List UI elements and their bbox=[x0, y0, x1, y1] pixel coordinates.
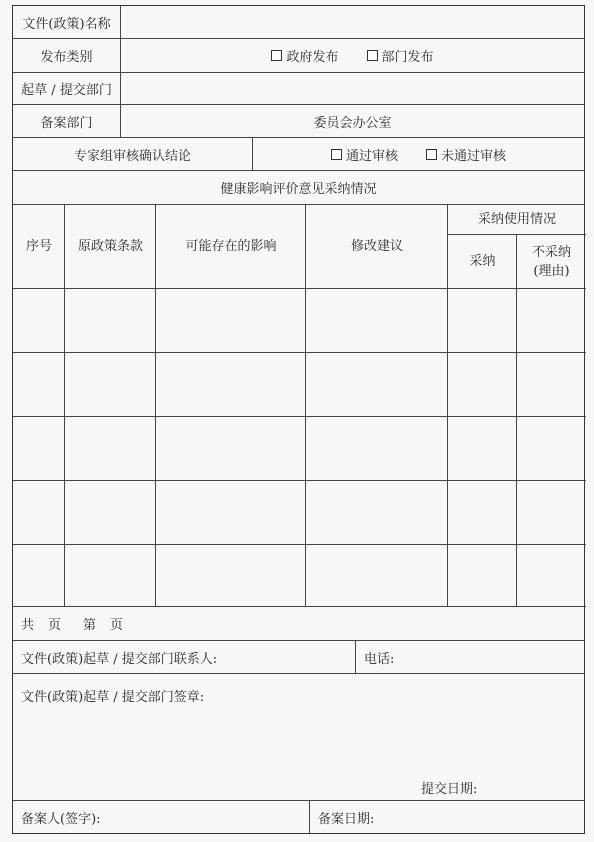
release-type-row bbox=[13, 39, 584, 73]
table-cell[interactable] bbox=[65, 289, 156, 353]
drafting-dept-label: 起草 / 提交部门 bbox=[13, 73, 121, 104]
section-title: 健康影响评价意见采纳情况 bbox=[220, 182, 377, 197]
table-cell[interactable] bbox=[517, 417, 586, 481]
policy-filing-form bbox=[12, 5, 585, 834]
table-cell[interactable] bbox=[13, 353, 65, 417]
checkbox-icon bbox=[367, 50, 378, 61]
section-title-row bbox=[13, 171, 584, 205]
drafting-dept-row bbox=[13, 73, 584, 105]
checkbox-icon bbox=[331, 149, 342, 160]
contact-label: 文件(政策)起草 / 提交部门联系人: bbox=[21, 651, 218, 667]
table-cell[interactable] bbox=[517, 353, 586, 417]
table-cell[interactable] bbox=[13, 417, 65, 481]
table-cell[interactable] bbox=[156, 353, 306, 417]
table-cell[interactable] bbox=[448, 353, 517, 417]
header-seq-text: 序号 bbox=[25, 239, 52, 255]
seal-row bbox=[13, 674, 584, 801]
table-cell[interactable] bbox=[13, 545, 65, 607]
table-cell[interactable] bbox=[306, 289, 448, 353]
policy-name-row bbox=[13, 6, 584, 39]
fail-review-checkbox[interactable]: 未通过审核 bbox=[426, 145, 506, 164]
adoption-table bbox=[13, 205, 584, 607]
filing-dept-row bbox=[13, 105, 584, 138]
filer-field[interactable] bbox=[13, 801, 310, 834]
table-cell[interactable] bbox=[156, 417, 306, 481]
checkbox-icon bbox=[426, 149, 437, 160]
contact-row bbox=[13, 641, 584, 674]
phone-field[interactable] bbox=[356, 641, 584, 673]
header-revision-suggestion-text: 修改建议 bbox=[350, 239, 403, 255]
filing-dept-label: 备案部门 bbox=[13, 105, 121, 137]
filing-dept-value: 委员会办公室 bbox=[313, 115, 392, 131]
table-cell[interactable] bbox=[448, 545, 517, 607]
release-type-options bbox=[121, 39, 584, 72]
table-cell[interactable] bbox=[65, 353, 156, 417]
table-cell[interactable] bbox=[517, 545, 586, 607]
dept-release-checkbox[interactable]: 部门发布 bbox=[367, 46, 434, 65]
expert-conclusion-label: 专家组审核确认结论 bbox=[13, 138, 253, 170]
table-cell[interactable] bbox=[517, 289, 586, 353]
pass-review-checkbox[interactable]: 通过审核 bbox=[331, 145, 398, 164]
header-not-adopted-text: 不采纳 (理由) bbox=[531, 244, 571, 279]
table-cell[interactable] bbox=[65, 417, 156, 481]
table-cell[interactable] bbox=[306, 481, 448, 545]
gov-release-checkbox[interactable]: 政府发布 bbox=[271, 46, 338, 65]
table-cell[interactable] bbox=[448, 481, 517, 545]
header-adoption-status-text: 采纳使用情况 bbox=[477, 212, 556, 228]
policy-name-label: 文件(政策)名称 bbox=[13, 6, 121, 38]
expert-conclusion-row bbox=[13, 138, 584, 171]
filer-row bbox=[13, 801, 584, 834]
seal-label: 文件(政策)起草 / 提交部门签章: bbox=[21, 690, 205, 705]
checkbox-icon bbox=[271, 50, 282, 61]
release-type-label: 发布类别 bbox=[13, 39, 121, 72]
table-cell[interactable] bbox=[156, 481, 306, 545]
expert-conclusion-options bbox=[253, 138, 584, 170]
drafting-dept-field[interactable] bbox=[121, 73, 584, 104]
policy-name-field[interactable] bbox=[121, 6, 584, 38]
filing-date-label: 备案日期: bbox=[318, 812, 375, 827]
table-cell[interactable] bbox=[13, 481, 65, 545]
table-cell[interactable] bbox=[156, 289, 306, 353]
table-cell[interactable] bbox=[65, 481, 156, 545]
contact-field[interactable] bbox=[13, 641, 356, 673]
page-count: 共 页 第 页 bbox=[21, 618, 124, 633]
phone-label: 电话: bbox=[364, 651, 395, 667]
header-possible-impact-text: 可能存在的影响 bbox=[185, 239, 277, 255]
header-adopted-text: 采纳 bbox=[469, 254, 496, 270]
table-cell[interactable] bbox=[306, 417, 448, 481]
page-count-row bbox=[13, 607, 584, 641]
filing-date-field[interactable] bbox=[310, 801, 584, 834]
table-cell[interactable] bbox=[448, 417, 517, 481]
table-cell[interactable] bbox=[448, 289, 517, 353]
table-cell[interactable] bbox=[306, 353, 448, 417]
submit-date-label[interactable]: 提交日期: bbox=[421, 782, 478, 797]
table-cell[interactable] bbox=[156, 545, 306, 607]
table-cell[interactable] bbox=[65, 545, 156, 607]
header-original-clause-text: 原政策条款 bbox=[77, 239, 143, 255]
table-cell[interactable] bbox=[517, 481, 586, 545]
filer-label: 备案人(签字): bbox=[21, 812, 101, 827]
table-cell[interactable] bbox=[306, 545, 448, 607]
table-cell[interactable] bbox=[13, 289, 65, 353]
